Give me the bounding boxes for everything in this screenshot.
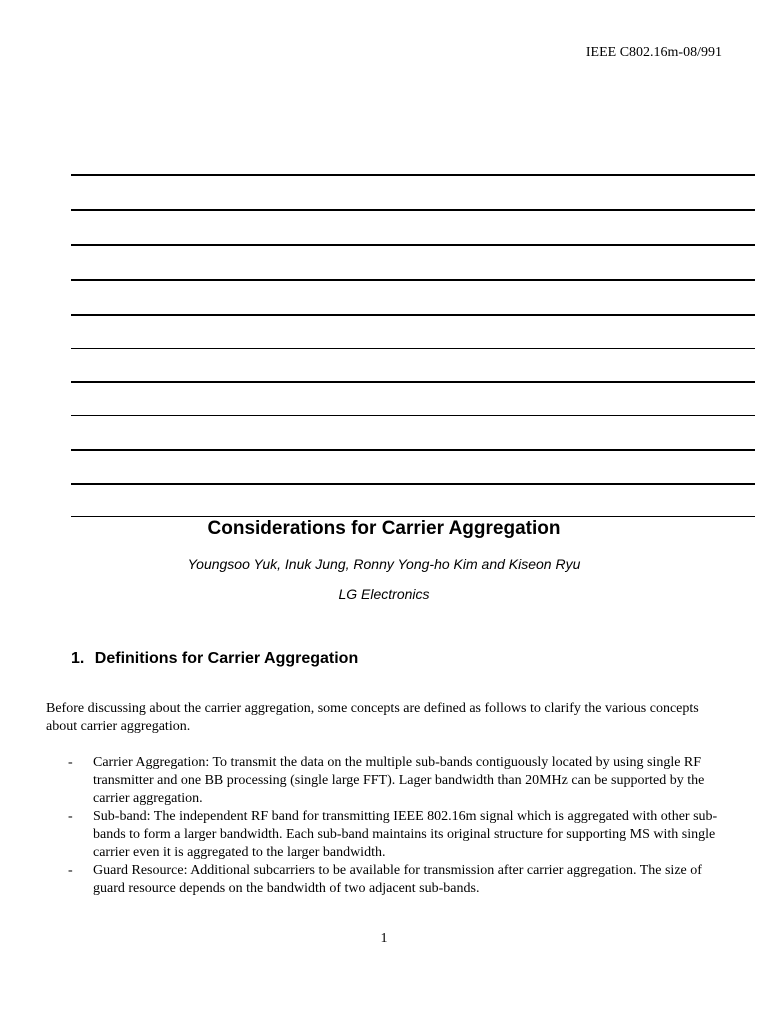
page-number: 1 [380,931,388,946]
table-rule [71,483,755,485]
table-rule [71,314,755,316]
table-rule [71,244,755,246]
definition-text: Guard Resource: Additional subcarriers to be available for transmission after carrier aggregation. The size of guard resource depends on the bandwidth of two adjacent sub-bands. [93,863,702,896]
affiliation: LG Electronics [338,586,430,602]
list-item [68,862,728,898]
bullet-dash: - [68,755,73,770]
section-number: 1. [71,650,85,667]
table-rule [71,516,755,517]
table-rule [71,279,755,281]
document-title: Considerations for Carrier Aggregation [207,518,561,539]
bullet-dash: - [68,863,73,878]
table-rule [71,449,755,451]
definition-text: Sub-band: The independent RF band for transmitting IEEE 802.16m signal which is aggregated with other sub-bands to form a larger bandwidth. Each sub-band maintains its original structure for supporting MS with single carrier even it is aggregated to the larger bandwidth. [93,809,718,860]
table-rule [71,174,755,176]
list-item [68,754,728,808]
table-rule [71,348,755,349]
bullet-dash: - [68,809,73,824]
author-list: Youngsoo Yuk, Inuk Jung, Ronny Yong-ho Kim and Kiseon Ryu [187,556,581,572]
section-title: Definitions for Carrier Aggregation [94,650,359,667]
table-rule [71,415,755,416]
table-rule [71,209,755,211]
intro-paragraph: Before discussing about the carrier aggregation, some concepts are defined as follows to clarify the various concepts about carrier aggregation. [46,701,699,734]
definition-text: Carrier Aggregation: To transmit the data on the multiple sub-bands contiguously located by using single RF transmitter and one BB processing (single large FFT). Lager bandwidth than 20MHz can be supported by the carrier aggregation. [93,755,705,806]
definition-list [68,754,728,898]
document-id: IEEE C802.16m-08/991 [585,45,722,60]
list-item [68,808,728,862]
table-rule [71,381,755,383]
section-heading [71,650,358,668]
